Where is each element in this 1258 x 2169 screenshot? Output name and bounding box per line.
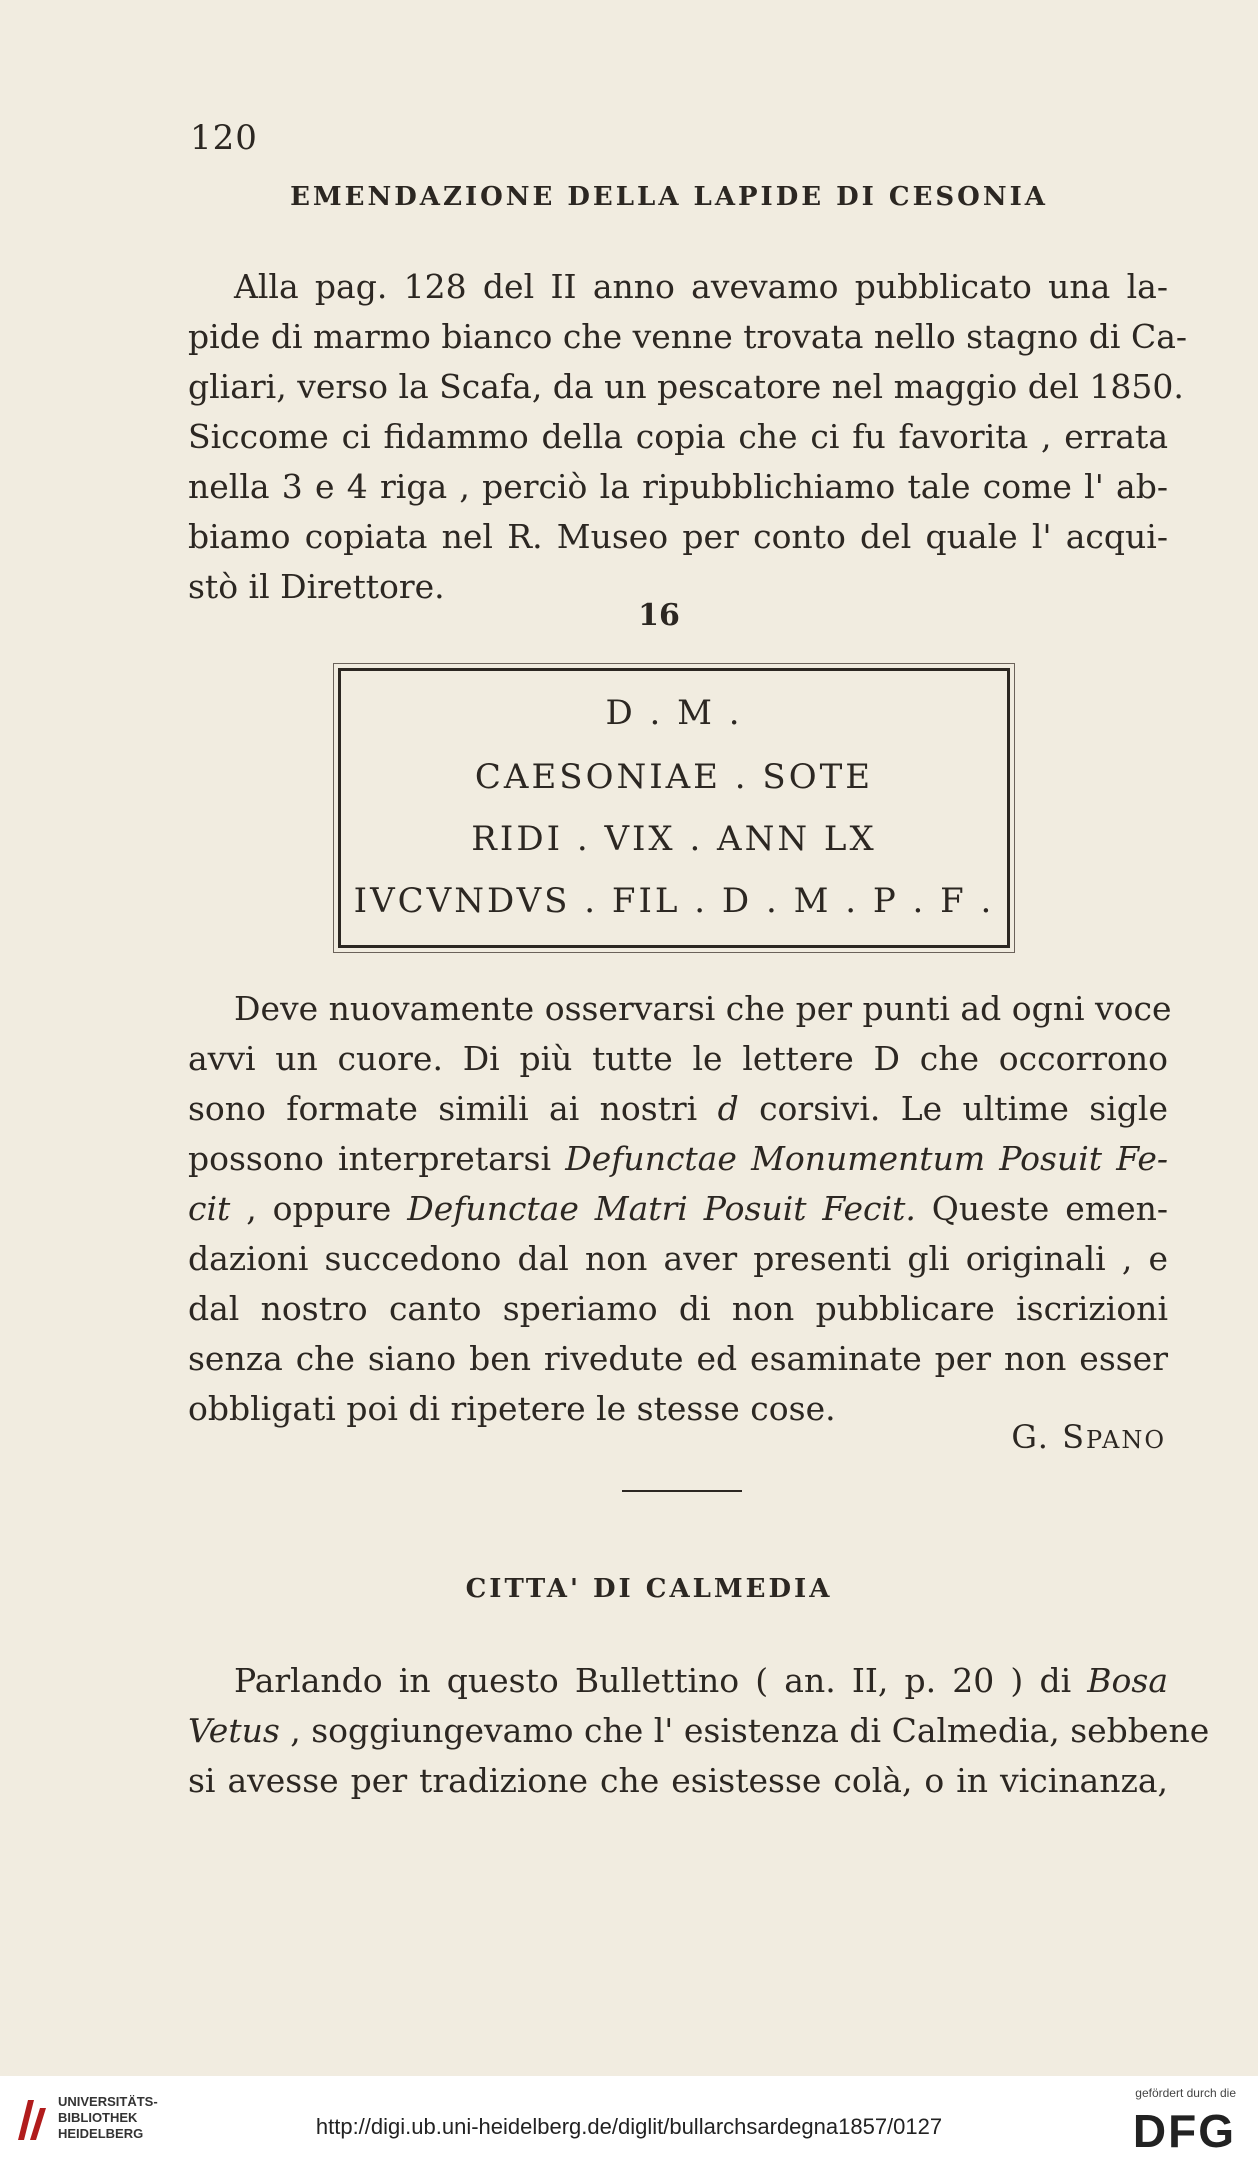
text-span: possono interpretarsi bbox=[188, 1139, 566, 1178]
paragraph-commentary bbox=[188, 984, 1172, 1434]
text-span: , soggiungevamo che l' esistenza di Calmedia, sebbene bbox=[279, 1711, 1210, 1750]
text-line: stò il Direttore. bbox=[188, 567, 445, 606]
text-line bbox=[188, 1134, 1168, 1184]
text-span: , oppure bbox=[230, 1189, 408, 1228]
text-line: avvi un cuore. Di più tutte le lettere D che occorrono bbox=[188, 1039, 1168, 1078]
text-line: dal nostro canto speriamo di non pubblicare iscrizioni bbox=[188, 1289, 1168, 1328]
text-line bbox=[188, 1656, 1168, 1706]
text-line: Siccome ci fidammo della copia che ci fu favorita , errata bbox=[188, 417, 1168, 456]
permalink-url[interactable]: http://digi.ub.uni-heidelberg.de/diglit/bullarchsardegna1857/0127 bbox=[315, 2114, 943, 2139]
text-line bbox=[188, 1084, 1168, 1134]
text-span: sono formate simili ai nostri bbox=[188, 1089, 718, 1128]
library-name-line: BIBLIOTHEK bbox=[58, 2110, 138, 2125]
text-span: Queste emen- bbox=[915, 1189, 1168, 1228]
text-line: Deve nuovamente osservarsi che per punti ad ogni voce bbox=[234, 989, 1172, 1028]
inscription-number: 16 bbox=[638, 598, 680, 633]
inscription-line: IVCVNDVS . FIL . D . M . P . F . bbox=[353, 881, 995, 921]
page-number: 120 bbox=[190, 118, 258, 158]
text-line: dazioni succedono dal non aver presenti gli originali , e bbox=[188, 1239, 1168, 1278]
italic-span: Bosa bbox=[1087, 1661, 1168, 1700]
funding-note: gefördert durch die bbox=[1135, 2086, 1236, 2100]
signature-rest: PANO bbox=[1086, 1426, 1166, 1454]
inscription-line: D . M . bbox=[605, 693, 743, 733]
text-line: gliari, verso la Scafa, da un pescatore nel maggio del 1850. bbox=[188, 367, 1184, 406]
text-line: senza che siano ben rivedute ed esaminate per non esser bbox=[188, 1339, 1168, 1378]
text-line bbox=[188, 1184, 1168, 1234]
text-line: si avesse per tradizione che esistesse colà, o in vicinanza, bbox=[188, 1761, 1168, 1800]
section-heading-cesonia: EMENDAZIONE DELLA LAPIDE DI CESONIA bbox=[290, 182, 1048, 212]
section-heading-calmedia: CITTA' DI CALMEDIA bbox=[465, 1574, 833, 1604]
dfg-logo: DFG bbox=[1132, 2105, 1236, 2157]
section-divider bbox=[622, 1490, 742, 1492]
text-line: biamo copiata nel R. Museo per conto del quale l' acqui- bbox=[188, 517, 1168, 556]
text-line: obbligati poi di ripetere le stesse cose. bbox=[188, 1389, 836, 1428]
text-line: pide di marmo bianco che venne trovata nello stagno di Ca- bbox=[188, 317, 1188, 356]
text-span: corsivi. Le ultime sigle bbox=[738, 1089, 1168, 1128]
signature-initial: G. S bbox=[1011, 1418, 1087, 1456]
inscription-line: CAESONIAE . SOTE bbox=[474, 757, 874, 797]
italic-span: d bbox=[717, 1089, 739, 1128]
viewer-footer bbox=[0, 2076, 1258, 2169]
text-line bbox=[188, 1706, 1210, 1756]
text-line: Alla pag. 128 del II anno avevamo pubblicato una la- bbox=[234, 267, 1168, 306]
text-line: nella 3 e 4 riga , perciò la ripubblichiamo tale come l' ab- bbox=[188, 467, 1168, 506]
italic-span: Vetus bbox=[188, 1711, 280, 1750]
italic-span: Defunctae Matri Posuit Fecit. bbox=[407, 1189, 916, 1228]
inscription-line: RIDI . VIX . ANN LX bbox=[471, 819, 877, 859]
library-name-line: HEIDELBERG bbox=[58, 2126, 144, 2141]
author-signature bbox=[1011, 1418, 1166, 1456]
text-span: Parlando in questo Bullettino ( an. II, p. 20 ) di bbox=[234, 1661, 1088, 1700]
italic-span: cit bbox=[188, 1189, 231, 1228]
paragraph-calmedia bbox=[188, 1656, 1210, 1806]
paragraph-intro bbox=[188, 262, 1188, 612]
italic-span: Defunctae Monumentum Posuit Fe- bbox=[565, 1139, 1168, 1178]
inscription-box bbox=[338, 668, 1010, 948]
library-name-line: UNIVERSITÄTS- bbox=[58, 2094, 158, 2109]
